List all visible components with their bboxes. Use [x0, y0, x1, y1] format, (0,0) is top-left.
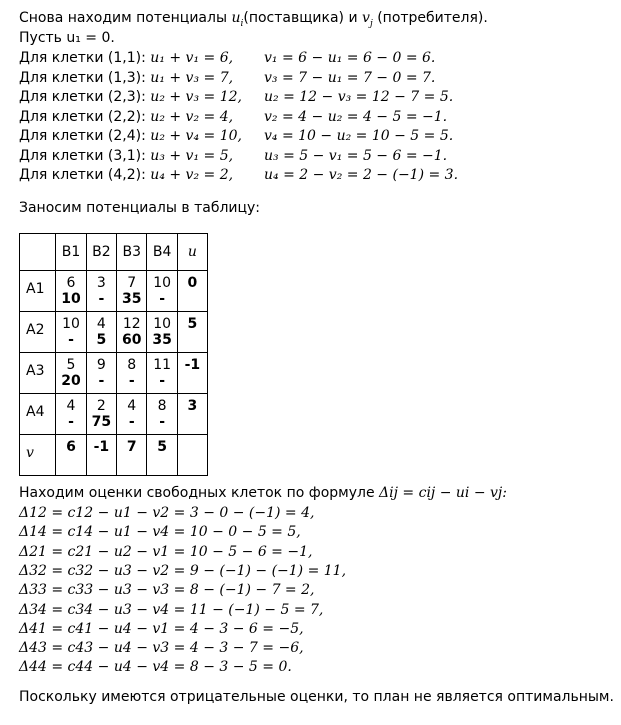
- equation-label: Для клетки (2,4):: [19, 128, 151, 144]
- equation-solution: u₃ = 5 − v₁ = 5 − 6 = −1.: [264, 147, 448, 164]
- estimate-line: Δ21 = c21 − u2 − v1 = 10 − 5 − 6 = −1,: [19, 543, 313, 560]
- equation-line: [19, 69, 436, 88]
- equation-expression: u₁ + v₁ = 6,: [150, 50, 234, 66]
- estimate-line: Δ43 = c43 − u4 − v3 = 4 − 3 − 7 = −6,: [19, 640, 304, 657]
- table-cell: [56, 394, 86, 435]
- estimates-formula: Δij = cij − ui − vj:: [379, 485, 507, 501]
- estimates-intro: [19, 484, 507, 503]
- table-cell: [147, 353, 177, 394]
- u-potential: 0: [177, 271, 207, 312]
- cell-supply: 75: [91, 414, 112, 430]
- cell-supply: 5: [96, 332, 107, 348]
- table-cell: [86, 271, 116, 312]
- empty-cell: [177, 435, 207, 476]
- table-cell: [147, 271, 177, 312]
- estimate-line: Δ33 = c33 − u3 − v3 = 8 − (−1) − 7 = 2,: [19, 582, 315, 599]
- equation-expression: u₂ + v₄ = 10,: [150, 128, 242, 144]
- equation-line: [19, 127, 454, 146]
- v-potential: 6: [56, 435, 86, 476]
- header-cell: B1: [56, 234, 86, 271]
- equation-line: [19, 147, 448, 166]
- cell-supply: -: [68, 414, 74, 430]
- table-header-row: [20, 234, 208, 271]
- v-letter: v: [362, 10, 370, 26]
- cell-cost: 12: [122, 316, 141, 332]
- equation-line: [19, 108, 448, 127]
- equation-label: Для клетки (1,1):: [19, 50, 151, 66]
- header-cell: B4: [147, 234, 177, 271]
- cell-supply: 60: [122, 332, 142, 348]
- estimates-intro-text: Находим оценки свободных клеток по формуле: [19, 485, 380, 501]
- row-label: A4: [20, 394, 56, 435]
- equation-line: [19, 166, 459, 185]
- row-label: A2: [20, 312, 56, 353]
- cell-cost: 7: [127, 275, 137, 291]
- equation-expression: u₃ + v₁ = 5,: [150, 147, 234, 164]
- u-sub: i: [240, 18, 244, 29]
- u-potential: 3: [177, 394, 207, 435]
- cell-supply: -: [159, 373, 166, 389]
- cell-supply: -: [98, 291, 105, 307]
- cell-cost: 10: [153, 316, 172, 332]
- v-sub: j: [369, 18, 373, 29]
- cell-supply: -: [128, 373, 135, 389]
- cell-cost: 10: [153, 275, 172, 291]
- equation-solution: v₃ = 7 − u₁ = 7 − 0 = 7.: [264, 69, 436, 86]
- header-cell: B3: [117, 234, 147, 271]
- intro-line-2: Пусть u₁ = 0.: [19, 30, 115, 46]
- equation-label: Для клетки (2,2):: [19, 108, 151, 125]
- header-cell: u: [177, 234, 207, 271]
- cell-cost: 6: [66, 275, 76, 291]
- v-row: [20, 435, 208, 476]
- table-cell: [56, 271, 86, 312]
- table-cell: [56, 312, 86, 353]
- intro-text-c: (потребителя).: [372, 10, 488, 26]
- table-cell: [86, 312, 116, 353]
- table-row: [20, 271, 208, 312]
- equation-solution: v₂ = 4 − u₂ = 4 − 5 = −1.: [264, 108, 448, 125]
- cell-cost: 11: [153, 357, 172, 373]
- cell-supply: -: [68, 332, 74, 348]
- equation-label: Для клетки (2,3):: [19, 89, 151, 105]
- table-cell: [56, 353, 86, 394]
- header-cell: [20, 234, 56, 271]
- header-cell: B2: [86, 234, 116, 271]
- v-j-symbol: [362, 10, 373, 29]
- row-label: A1: [20, 271, 56, 312]
- equation-solution: u₄ = 2 − v₂ = 2 − (−1) = 3.: [264, 167, 459, 183]
- cell-supply: -: [98, 373, 105, 389]
- v-potential: 7: [117, 435, 147, 476]
- u-i-symbol: [231, 10, 244, 29]
- equation-expression: u₄ + v₂ = 2,: [150, 167, 234, 183]
- equation-label: Для клетки (1,3):: [19, 69, 151, 86]
- equation-line: [19, 88, 454, 107]
- table-row: [20, 353, 208, 394]
- estimate-line: Δ14 = c14 − u1 − v4 = 10 − 0 − 5 = 5,: [19, 524, 301, 541]
- cell-cost: 5: [66, 357, 76, 373]
- equation-solution: v₁ = 6 − u₁ = 6 − 0 = 6.: [264, 50, 436, 66]
- cell-supply: 35: [122, 291, 142, 307]
- cell-cost: 4: [66, 398, 76, 414]
- table-cell: [147, 312, 177, 353]
- equation-expression: u₁ + v₃ = 7,: [150, 69, 234, 86]
- table-cell: [86, 353, 116, 394]
- equation-label: Для клетки (3,1):: [19, 147, 151, 164]
- v-label: v: [20, 435, 56, 476]
- potentials-table: [19, 233, 208, 476]
- table-cell: [117, 312, 147, 353]
- conclusion: Поскольку имеются отрицательные оценки, то план не является оптимальным.: [19, 689, 614, 705]
- table-cell: [117, 394, 147, 435]
- table-cell: [86, 394, 116, 435]
- cell-supply: -: [159, 291, 166, 307]
- table-row: [20, 394, 208, 435]
- table-cell: [147, 394, 177, 435]
- equation-line: [19, 49, 436, 68]
- equation-expression: u₂ + v₂ = 4,: [150, 108, 234, 125]
- cell-supply: 20: [61, 373, 81, 389]
- cell-cost: 9: [96, 357, 106, 373]
- cell-cost: 10: [62, 316, 80, 332]
- u-letter: u: [231, 10, 241, 26]
- cell-cost: 4: [127, 398, 137, 414]
- cell-supply: 35: [152, 332, 172, 348]
- u-potential: -1: [177, 353, 207, 394]
- cell-cost: 8: [157, 398, 167, 414]
- cell-cost: 8: [127, 357, 137, 373]
- cell-supply: -: [128, 414, 135, 430]
- intro-text-b: (поставщика) и: [243, 10, 363, 26]
- cell-supply: -: [159, 414, 166, 430]
- equation-solution: v₄ = 10 − u₂ = 10 − 5 = 5.: [264, 128, 454, 144]
- intro-text-a: Снова находим потенциалы: [19, 10, 232, 26]
- row-label: A3: [20, 353, 56, 394]
- v-potential: 5: [147, 435, 177, 476]
- estimate-line: Δ34 = c34 − u3 − v4 = 11 − (−1) − 5 = 7,: [19, 601, 324, 618]
- cell-cost: 3: [96, 275, 106, 291]
- u-potential: 5: [177, 312, 207, 353]
- v-potential: -1: [86, 435, 116, 476]
- cell-cost: 4: [96, 316, 106, 332]
- equation-solution: u₂ = 12 − v₃ = 12 − 7 = 5.: [264, 89, 454, 105]
- table-caption: Заносим потенциалы в таблицу:: [19, 200, 261, 216]
- cell-cost: 2: [96, 398, 106, 414]
- table-row: [20, 312, 208, 353]
- cell-supply: 10: [61, 291, 81, 307]
- equation-expression: u₂ + v₃ = 12,: [150, 89, 242, 105]
- equation-label: Для клетки (4,2):: [19, 167, 151, 183]
- table-cell: [117, 353, 147, 394]
- table-cell: [117, 271, 147, 312]
- estimate-line: Δ44 = c44 − u4 − v4 = 8 − 3 − 5 = 0.: [19, 659, 292, 676]
- estimate-line: Δ12 = c12 − u1 − v2 = 3 − 0 − (−1) = 4,: [19, 505, 315, 521]
- estimate-line: Δ32 = c32 − u3 − v2 = 9 − (−1) − (−1) = 11,: [19, 562, 347, 579]
- estimate-line: Δ41 = c41 − u4 − v1 = 4 − 3 − 6 = −5,: [19, 620, 304, 637]
